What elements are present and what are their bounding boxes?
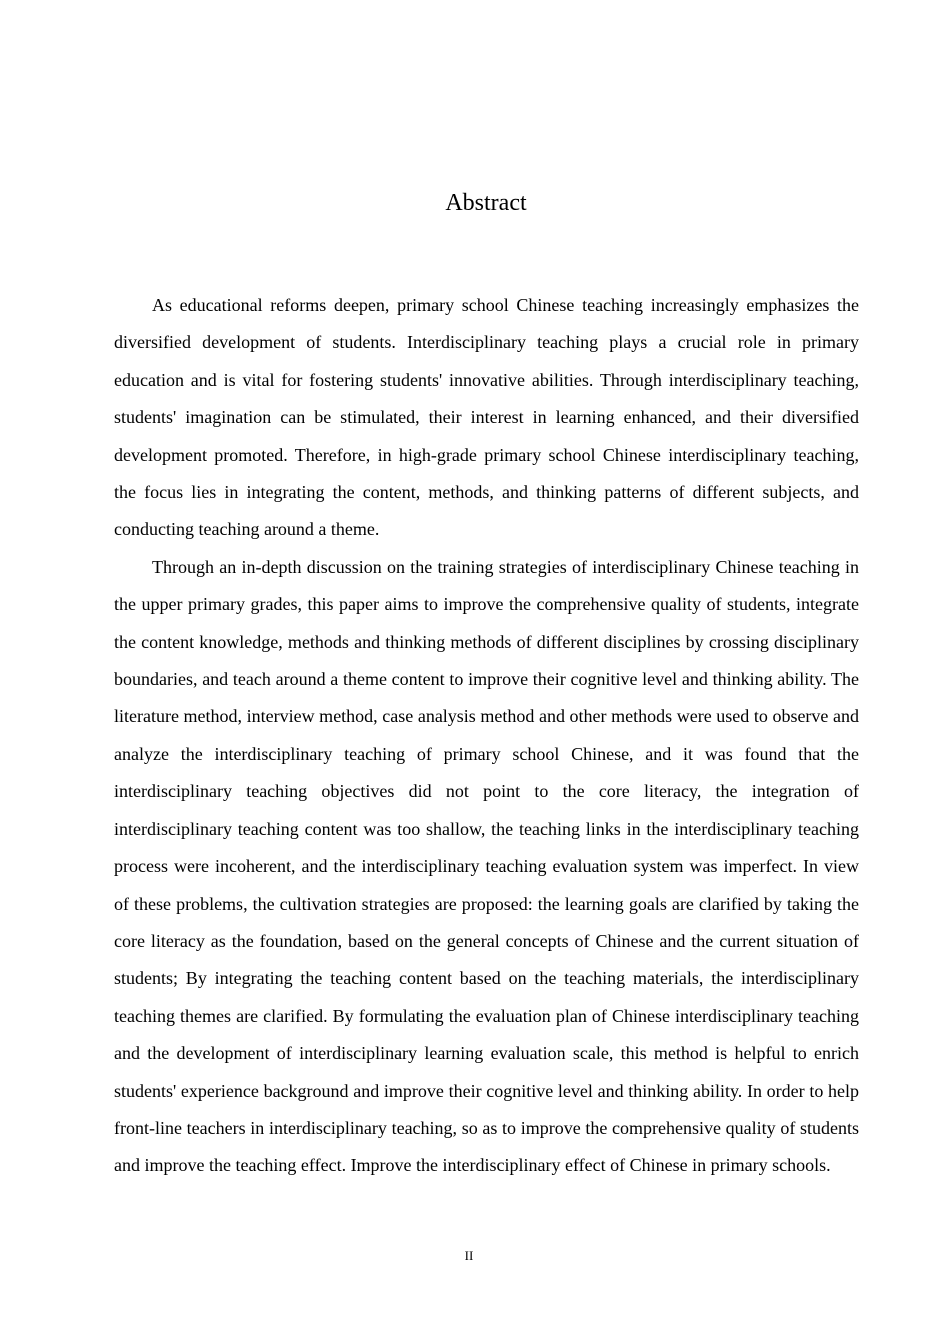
abstract-paragraph-1: As educational reforms deepen, primary school Chinese teaching increasingly emphasizes the diversified development of students. Interdisciplinary teaching plays a crucial role in primary education and is vital for fostering students' innovative abilities. Through interdisciplinary teaching, students' imagination can be stimulated, their interest in learning enhanced, and their diversified development promoted. Therefore, in high-grade primary school Chinese interdisciplinary teaching, the focus lies in integrating the content, methods, and thinking patterns of different subjects, and conducting teaching around a theme. (114, 295, 859, 540)
abstract-paragraph-2: Through an in-depth discussion on the training strategies of interdisciplinary Chinese teaching in the upper primary grades, this paper aims to improve the comprehensive quality of students, integrate the content knowledge, methods and thinking methods of different disciplines by crossing disciplinary boundaries, and teach around a theme content to improve their cognitive level and thinking ability. The literature method, interview method, case analysis method and other methods were used to observe and analyze the interdisciplinary teaching of primary school Chinese, and it was found that the interdisciplinary teaching objectives did not point to the core literacy, the integration of interdisciplinary teaching content was too shallow, the teaching links in the interdisciplinary teaching process were incoherent, and the interdisciplinary teaching evaluation system was imperfect. In view of these problems, the cultivation strategies are proposed: the learning goals are clarified by taking the core literacy as the foundation, based on the general concepts of Chinese and the current situation of students; By integrating the teaching content based on the teaching materials, the interdisciplinary teaching themes are clarified. By formulating the evaluation plan of Chinese interdisciplinary teaching and the development of interdisciplinary learning evaluation scale, this method is helpful to enrich students' experience background and improve their cognitive level and thinking ability. In order to help front-line teachers in interdisciplinary teaching, so as to improve the comprehensive quality of students and improve the teaching effect. Improve the interdisciplinary effect of Chinese in primary schools. (114, 556, 859, 1176)
page-number: II (464, 1248, 474, 1263)
abstract-title: Abstract (445, 190, 527, 216)
abstract-body (114, 287, 859, 1185)
